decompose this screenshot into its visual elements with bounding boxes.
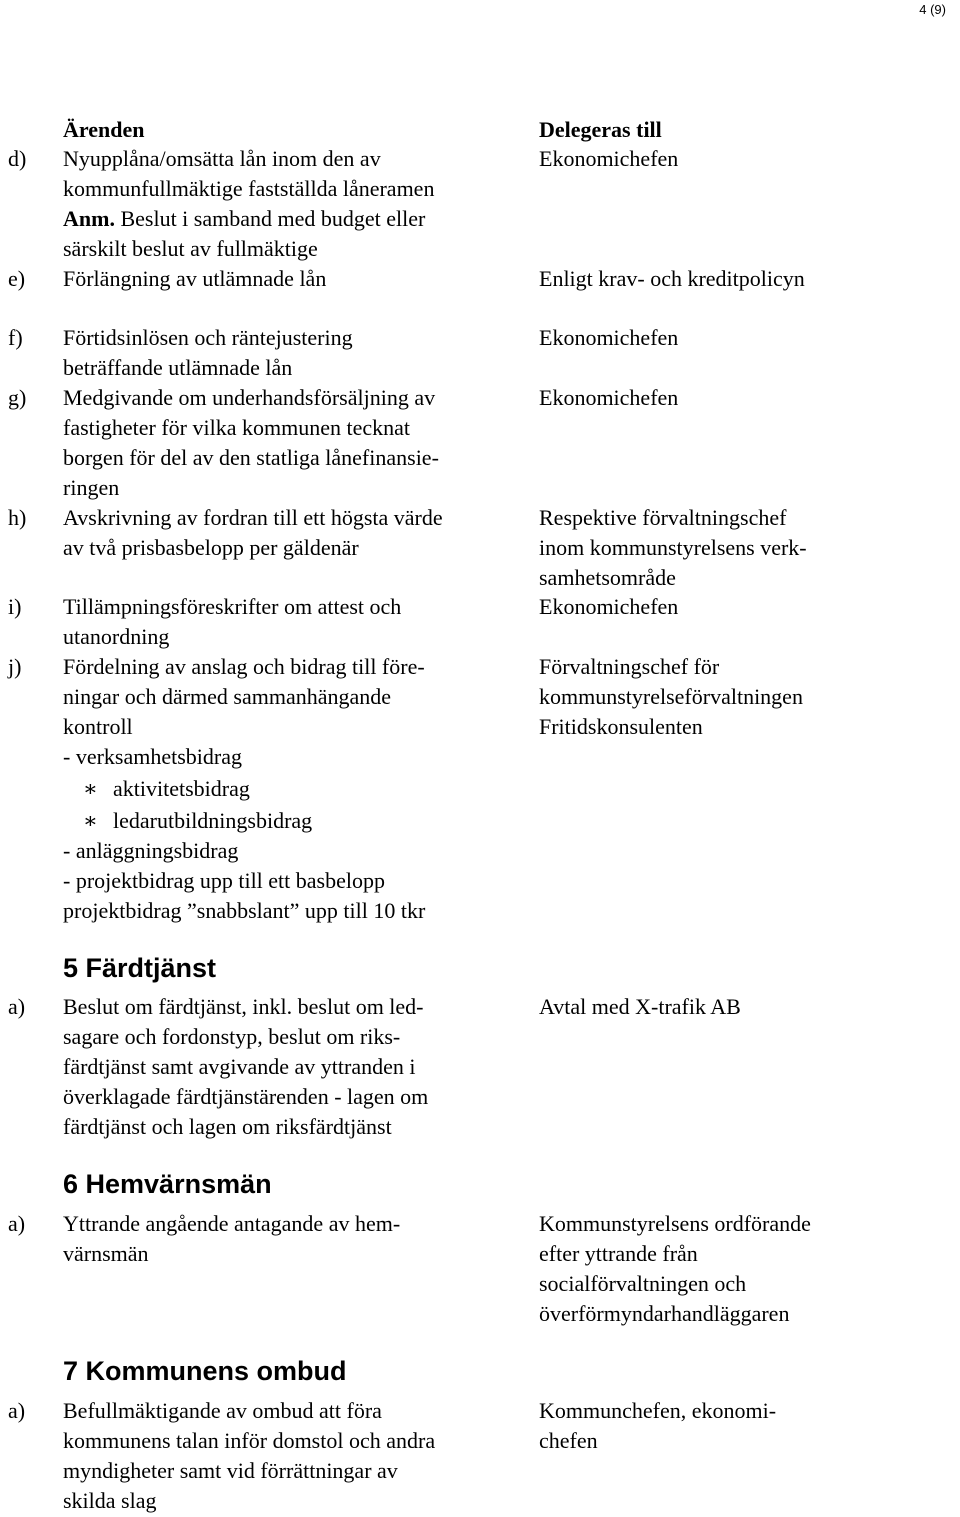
item-text: - verksamhetsbidrag — [63, 744, 242, 769]
item-text: färdtjänst samt avgivande av yttranden i — [63, 1054, 416, 1079]
item-marker: a) — [8, 1211, 26, 1236]
item-text: projektbidrag ”snabbslant” upp till 10 tkr — [63, 898, 426, 923]
item-delegate: chefen — [539, 1428, 598, 1453]
item-text: Förlängning av utlämnade lån — [63, 266, 327, 291]
item-marker: a) — [8, 1398, 26, 1423]
header-arenden: Ärenden — [63, 117, 145, 142]
section-title: 6 Hemvärnsmän — [63, 1169, 272, 1199]
item-marker: g) — [8, 385, 27, 410]
item-delegate: Avtal med X-trafik AB — [539, 994, 741, 1019]
item-delegate: kommunstyrelseförvaltningen — [539, 684, 803, 709]
item-text: aktivitetsbidrag — [113, 776, 250, 801]
section-title: 7 Kommunens ombud — [63, 1356, 347, 1386]
item-marker: f) — [8, 325, 23, 350]
note-label: Anm. — [63, 206, 115, 231]
item-delegate: Respektive förvaltningschef — [539, 505, 787, 530]
item-text: skilda slag — [63, 1488, 157, 1513]
item-delegate: överförmyndarhandläggaren — [539, 1301, 790, 1326]
item-marker: j) — [8, 654, 22, 679]
item-note: särskilt beslut av fullmäktige — [63, 236, 318, 261]
item-text: Förtidsinlösen och räntejustering — [63, 325, 353, 350]
item-text: Yttrande angående antagande av hem- — [63, 1211, 401, 1236]
item-text: Medgivande om underhandsförsäljning av — [63, 385, 436, 410]
item-text: myndigheter samt vid förrättningar av — [63, 1458, 398, 1483]
section-title: 5 Färdtjänst — [63, 953, 217, 983]
item-text: ningar och därmed sammanhängande — [63, 684, 392, 709]
item-text: utanordning — [63, 624, 170, 649]
item-text: sagare och fordonstyp, beslut om riks- — [63, 1024, 401, 1049]
asterisk-icon: ∗ — [83, 808, 98, 833]
item-delegate: inom kommunstyrelsens verk- — [539, 535, 807, 560]
asterisk-icon: ∗ — [83, 776, 98, 801]
item-text: kommunens talan inför domstol och andra — [63, 1428, 436, 1453]
item-delegate: Ekonomichefen — [539, 325, 679, 350]
item-text: värnsmän — [63, 1241, 149, 1266]
item-delegate: efter yttrande från — [539, 1241, 698, 1266]
item-text: ringen — [63, 475, 120, 500]
item-marker: d) — [8, 146, 27, 171]
item-text: Tillämpningsföreskrifter om attest och — [63, 594, 402, 619]
item-text: överklagade färdtjänstärenden - lagen om — [63, 1084, 429, 1109]
item-delegate: Enligt krav- och kreditpolicyn — [539, 266, 805, 291]
item-delegate: Ekonomichefen — [539, 146, 679, 171]
list-item — [63, 774, 250, 804]
item-delegate: Ekonomichefen — [539, 385, 679, 410]
item-text: kommunfullmäktige fastställda låneramen — [63, 176, 435, 201]
item-text: Nyupplåna/omsätta lån inom den av — [63, 146, 381, 171]
note-text: Beslut i samband med budget eller — [114, 206, 426, 231]
item-marker: a) — [8, 994, 26, 1019]
item-delegate: Förvaltningschef för — [539, 654, 720, 679]
item-text: färdtjänst och lagen om riksfärdtjänst — [63, 1114, 392, 1139]
item-delegate: Kommunchefen, ekonomi- — [539, 1398, 777, 1423]
item-marker: e) — [8, 266, 26, 291]
item-text: Fördelning av anslag och bidrag till före- — [63, 654, 425, 679]
page-number: 4 (9) — [919, 2, 946, 17]
item-note — [63, 204, 425, 234]
item-text: Beslut om färdtjänst, inkl. beslut om led- — [63, 994, 424, 1019]
item-text: - projektbidrag upp till ett basbelopp — [63, 868, 385, 893]
item-text: av två prisbasbelopp per gäldenär — [63, 535, 359, 560]
item-marker: h) — [8, 505, 27, 530]
item-delegate: Kommunstyrelsens ordförande — [539, 1211, 811, 1236]
item-delegate: Ekonomichefen — [539, 594, 679, 619]
header-delegeras: Delegeras till — [539, 117, 662, 142]
list-item — [63, 806, 312, 836]
item-text: beträffande utlämnade lån — [63, 355, 293, 380]
item-delegate: socialförvaltningen och — [539, 1271, 747, 1296]
item-text: Befullmäktigande av ombud att föra — [63, 1398, 382, 1423]
item-text: borgen för del av den statliga lånefinansie- — [63, 445, 439, 470]
item-text: kontroll — [63, 714, 133, 739]
item-delegate: samhetsområde — [539, 565, 676, 590]
item-text: ledarutbildningsbidrag — [113, 808, 313, 833]
item-text: fastigheter för vilka kommunen tecknat — [63, 415, 410, 440]
item-text: Avskrivning av fordran till ett högsta värde — [63, 505, 443, 530]
item-text: - anläggningsbidrag — [63, 838, 239, 863]
item-marker: i) — [8, 594, 22, 619]
item-delegate: Fritidskonsulenten — [539, 714, 703, 739]
